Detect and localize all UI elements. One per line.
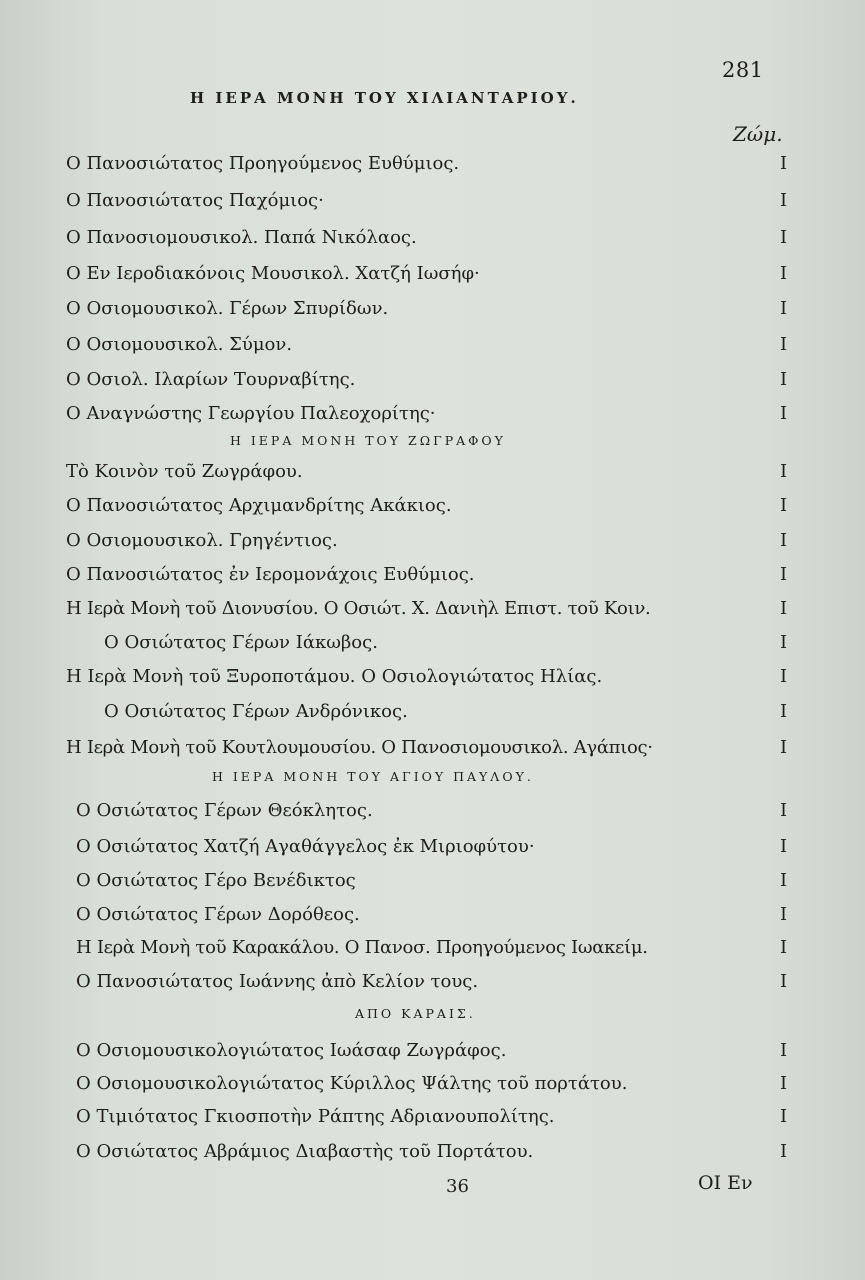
entry-count: I <box>780 1106 788 1127</box>
entry-text: Ο Τιμιότατος Γκιοσποτὴν Ράπτης Αδριανουπολίτης. <box>76 1106 555 1127</box>
entry-text: Ο Οσιώτατος Γέρο Βενέδικτος <box>76 870 356 891</box>
list-item <box>0 226 865 262</box>
list-item <box>0 936 865 972</box>
entry-text: Ο Πανοσιώτατος Προηγούμενος Ευθύμιος. <box>66 153 460 174</box>
list-item <box>0 1105 865 1141</box>
entry-text: Ο Οσιομουσικολ. Σύμον. <box>66 334 293 355</box>
entry-count: I <box>780 1073 788 1094</box>
entry-count: I <box>780 870 788 891</box>
entry-count: I <box>780 227 788 248</box>
entry-count: I <box>780 263 788 284</box>
list-item <box>0 262 865 298</box>
entry-count: I <box>780 334 788 355</box>
list-item <box>0 368 865 404</box>
list-item <box>0 297 865 333</box>
entry-count: I <box>780 530 788 551</box>
page-number: 281 <box>722 58 764 82</box>
entry-text: Ο Οσιομουσικολ. Γέρων Σπυρίδων. <box>66 298 389 319</box>
list-item <box>0 563 865 599</box>
catchword: ΟΙ Εν <box>698 1172 753 1194</box>
entry-text: Η Ιερὰ Μονὴ τοῦ Ξυροποτάμου. Ο Οσιολογιώτατος Ηλίας. <box>66 666 603 687</box>
list-item <box>0 631 865 667</box>
entry-text: Ο Οσιώτατος Χατζή Αγαθάγγελος ἐκ Μιριοφύτου· <box>76 836 535 857</box>
list-item <box>0 529 865 565</box>
list-item <box>0 189 865 225</box>
list-item <box>0 799 865 835</box>
entry-text: Ο Πανοσιώτατος Αρχιμανδρίτης Ακάκιος. <box>66 495 452 516</box>
entry-text: Ο Πανοσιομουσικολ. Παπά Νικόλαος. <box>66 227 417 248</box>
list-item <box>0 970 865 1006</box>
entry-text: Ο Οσιολ. Ιλαρίων Τουρναβίτης. <box>66 369 356 390</box>
entry-count: I <box>780 369 788 390</box>
list-item <box>0 333 865 369</box>
entry-count: I <box>780 1040 788 1061</box>
entry-text: Ο Πανοσιώτατος Παχόμιος· <box>66 190 324 211</box>
entry-text: Η Ιερὰ Μονὴ τοῦ Καρακάλου. Ο Πανοσ. Προηγούμενος Ιωακείμ. <box>76 937 648 958</box>
list-item <box>0 152 865 188</box>
entry-count: I <box>780 800 788 821</box>
entry-text: Ο Πανοσιώτατος Ιωάννης ἀπὸ Κελίον τους. <box>76 971 479 992</box>
entry-count: I <box>780 904 788 925</box>
entry-count: I <box>780 461 788 482</box>
list-item <box>0 460 865 496</box>
subheading-agiou-pavlou: Η ΙΕΡΑ ΜΟΝΗ ΤΟΥ ΑΓΙΟΥ ΠΑΥΛΟΥ. <box>212 769 534 784</box>
entry-count: I <box>780 598 788 619</box>
entry-count: I <box>780 403 788 424</box>
entry-count: I <box>780 298 788 319</box>
entry-count: I <box>780 701 788 722</box>
entry-count: I <box>780 1141 788 1162</box>
entry-text: Τὸ Κοινὸν τοῦ Ζωγράφου. <box>66 461 303 482</box>
list-item <box>0 700 865 736</box>
subheading-zografou: Η ΙΕΡΑ ΜΟΝΗ ΤΟΥ ΖΩΓΡΑΦΟΥ <box>230 433 506 448</box>
entry-text: Η Ιερὰ Μονὴ τοῦ Κουτλουμουσίου. Ο Πανοσιομουσικολ. Αγάπιος· <box>66 737 653 758</box>
list-item <box>0 835 865 871</box>
list-item <box>0 597 865 633</box>
entry-text: Ο Οσιώτατος Γέρων Θεόκλητος. <box>76 800 373 821</box>
entry-count: I <box>780 737 788 758</box>
entry-text: Ο Οσιώτατος Γέρων Ανδρόνικος. <box>104 701 408 722</box>
entry-count: I <box>780 971 788 992</box>
list-item <box>0 665 865 701</box>
list-item <box>0 869 865 905</box>
list-item <box>0 494 865 530</box>
entry-count: I <box>780 632 788 653</box>
entry-text: Η Ιερὰ Μονὴ τοῦ Διονυσίου. Ο Οσιώτ. Χ. Δανιὴλ Επιστ. τοῦ Κοιν. <box>66 598 651 619</box>
entry-count: I <box>780 836 788 857</box>
entry-text: Ο Οσιομουσικολογιώτατος Κύριλλος Ψάλτης τοῦ πορτάτου. <box>76 1073 628 1094</box>
entry-text: Ο Οσιομουσικολ. Γρηγέντιος. <box>66 530 338 551</box>
entry-text: Ο Αναγνώστης Γεωργίου Παλεοχορίτης· <box>66 403 436 424</box>
signature-mark: 36 <box>446 1176 469 1197</box>
entry-count: I <box>780 666 788 687</box>
column-header: Ζώμ. <box>733 122 783 146</box>
entry-text: Ο Οσιομουσικολογιώτατος Ιωάσαφ Ζωγράφος. <box>76 1040 507 1061</box>
entry-text: Ο Οσιώτατος Αβράμιος Διαβαστὴς τοῦ Πορτάτου. <box>76 1141 534 1162</box>
entry-count: I <box>780 564 788 585</box>
entry-text: Ο Οσιώτατος Γέρων Δορόθεος. <box>76 904 360 925</box>
list-item <box>0 1039 865 1075</box>
list-item <box>0 1140 865 1176</box>
entry-text: Ο Εν Ιεροδιακόνοις Μουσικολ. Χατζή Ιωσήφ· <box>66 263 480 284</box>
entry-count: I <box>780 937 788 958</box>
entry-count: I <box>780 190 788 211</box>
list-item <box>0 1072 865 1108</box>
entry-text: Ο Οσιώτατος Γέρων Ιάκωβος. <box>104 632 378 653</box>
entry-count: I <box>780 153 788 174</box>
entry-text: Ο Πανοσιώτατος ἐν Ιερομονάχοις Ευθύμιος. <box>66 564 475 585</box>
list-item <box>0 903 865 939</box>
section-header: Η ΙΕΡΑ ΜΟΝΗ ΤΟΥ ΧΙΛΙΑΝΤΑΡΙΟΥ. <box>190 89 579 107</box>
entry-count: I <box>780 495 788 516</box>
subheading-apo-karais: ΑΠΟ ΚΑΡΑΙΣ. <box>355 1006 476 1021</box>
list-item <box>0 736 865 772</box>
